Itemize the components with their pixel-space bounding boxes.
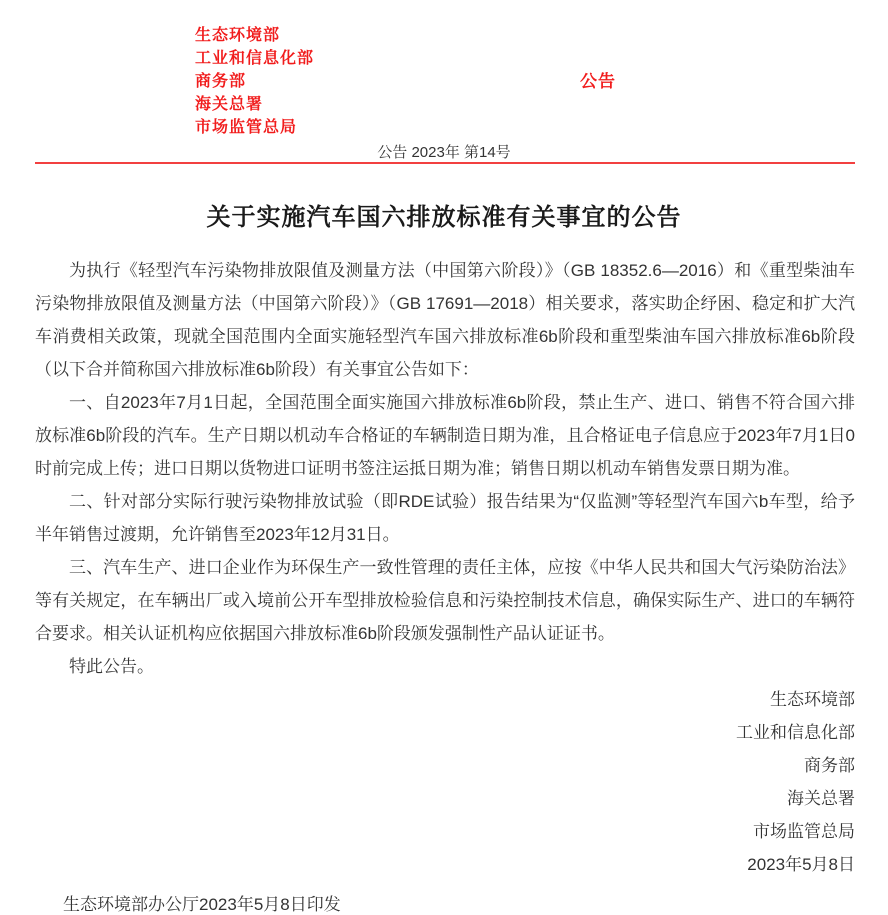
signature-date: 2023年5月8日 [747,855,855,874]
doc-number: 公告 2023年 第14号 [377,144,511,161]
signer: 生态环境部 [770,690,855,709]
issuing-agency: 工业和信息化部 [195,50,315,67]
body-paragraph: 为执行《轻型汽车污染物排放限值及测量方法（中国第六阶段）》（GB 18352.6—2016）和《重型柴油车污染物排放限值及测量方法（中国第六阶段）》（GB 17691—2018）相关要求，落实助企纾困、稳定和扩大汽车消费相关政策，现就全国范围内全面实施轻型汽车国六排放标准6b阶段和重型柴油车国六排放标准6b阶段（以下合并简称国六排放标准6b阶段）有关事宜公告如下： [35,261,855,379]
signer: 市场监管总局 [753,822,855,841]
document-body [35,254,855,683]
signature-block [35,683,855,881]
issuing-agency-list [195,24,314,139]
issuing-agency: 商务部 [195,73,247,90]
signer: 工业和信息化部 [736,723,855,742]
issuing-agency: 生态环境部 [195,27,281,44]
body-paragraph: 三、汽车生产、进口企业作为环保生产一致性管理的责任主体，应按《中华人民共和国大气污染防治法》等有关规定，在车辆出厂或入境前公开车型排放检验信息和污染控制技术信息，确保实际生产、进口的车辆符合要求。相关认证机构应依据国六排放标准6b阶段颁发强制性产品认证证书。 [35,558,855,643]
letterhead [0,0,888,165]
signer: 海关总署 [787,789,855,808]
body-paragraph: 二、针对部分实际行驶污染物排放试验（即RDE试验）报告结果为“仅监测”等轻型汽车国六b车型，给予半年销售过渡期，允许销售至2023年12月31日。 [35,492,855,544]
print-footer: 生态环境部办公厅2023年5月8日印发 [63,895,341,914]
announcement-label: 公告 [580,72,616,91]
letterhead-divider-rule [35,162,855,164]
issuing-agency: 海关总署 [195,96,264,113]
body-paragraph: 一、自2023年7月1日起，全国范围全面实施国六排放标准6b阶段，禁止生产、进口、销售不符合国六排放标准6b阶段的汽车。生产日期以机动车合格证的车辆制造日期为准，且合格证电子信息应于2023年7月1日0时前完成上传；进口日期以货物进口证明书签注运抵日期为准；销售日期以机动车销售发票日期为准。 [35,393,855,478]
signer: 商务部 [804,756,855,775]
issuing-agency: 市场监管总局 [195,119,298,136]
page-title: 关于实施汽车国六排放标准有关事宜的公告 [206,204,682,231]
body-paragraph: 特此公告。 [69,657,154,676]
